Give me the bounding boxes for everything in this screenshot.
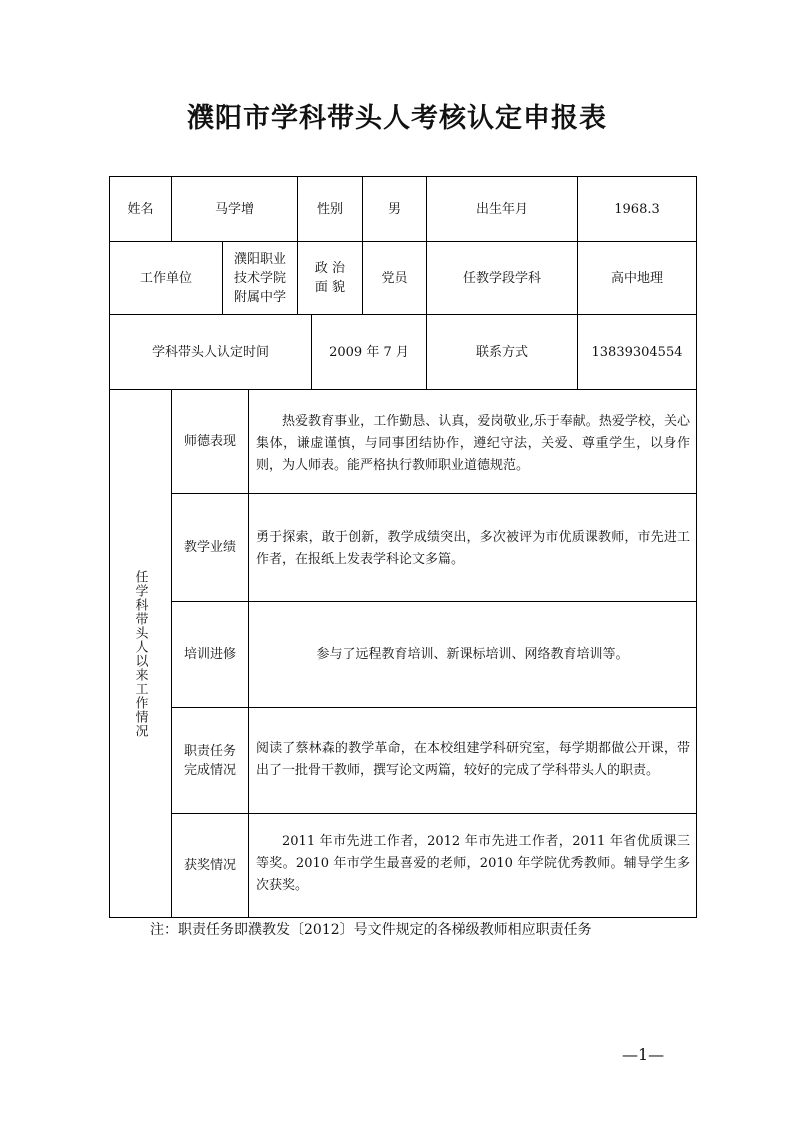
- work-value: 濮阳职业技术学院附属中学: [233, 251, 286, 305]
- section-label-vertical: 任学科带头人以来工作情况: [132, 569, 148, 738]
- row-divider: [171, 813, 696, 814]
- certify-value: 2009 年 7 月: [329, 344, 409, 360]
- row-label-training: 培训进修: [183, 647, 236, 662]
- gender-value: 男: [387, 201, 401, 217]
- name-value: 马学增: [214, 201, 254, 217]
- row-text-awards: 2011 年市先进工作者，2012 年市先进工作者，2011 年省优质课三等奖。2010 年市学生最喜爱的老师，2010 年学院优秀教师。辅导学生多次获奖。: [256, 834, 690, 893]
- table-border-bottom: [109, 917, 696, 918]
- politics-label: 政 治 面 貌: [314, 261, 346, 295]
- contact-value: 13839304554: [591, 344, 683, 360]
- gender-label: 性别: [316, 201, 343, 217]
- contact-label: 联系方式: [475, 344, 528, 360]
- row-label-awards: 获奖情况: [183, 858, 236, 873]
- birth-label: 出生年月: [475, 201, 528, 217]
- subject-value: 高中地理: [610, 270, 663, 286]
- politics-value: 党员: [381, 270, 408, 286]
- certify-label: 学科带头人认定时间: [151, 344, 269, 360]
- row-text-training: 参与了远程教育培训、新课标培训、网络教育培训等。: [316, 647, 629, 662]
- footnote: 注：职责任务即濮教发〔2012〕号文件规定的各梯级教师相应职责任务: [150, 922, 592, 938]
- page-number: —1—: [622, 1045, 665, 1064]
- row-label-teaching: 教学业绩: [183, 540, 236, 555]
- row-divider: [171, 493, 696, 494]
- row-text-duties: 阅读了蔡林森的教学革命，在本校组建学科研究室，每学期都做公开课，带出了一批骨干教师，撰写论文两篇，较好的完成了学科带头人的职责。: [256, 741, 690, 778]
- table-border-right: [696, 176, 697, 918]
- row-divider: [171, 707, 696, 708]
- row-label-ethics: 师德表现: [183, 434, 236, 449]
- name-label: 姓名: [127, 201, 154, 217]
- form-title: 濮阳市学科带头人考核认定申报表: [187, 103, 607, 134]
- birth-value: 1968.3: [614, 201, 660, 217]
- row-label-duties: 职责任务完成情况: [183, 743, 236, 778]
- row-text-teaching: 勇于探索，敢于创新，教学成绩突出，多次被评为市优质课教师，市先进工作者，在报纸上发表学科论文多篇。: [256, 530, 690, 567]
- row-text-ethics: 热爱教育事业，工作勤恳、认真，爱岗敬业,乐于奉献。热爱学校，关心集体，谦虚谨慎，与同事团结协作，遵纪守法，关爱、尊重学生，以身作则，为人师表。能严格执行教师职业道德规范。: [256, 414, 690, 473]
- work-label: 工作单位: [139, 270, 192, 286]
- subject-label: 任教学段学科: [462, 270, 541, 286]
